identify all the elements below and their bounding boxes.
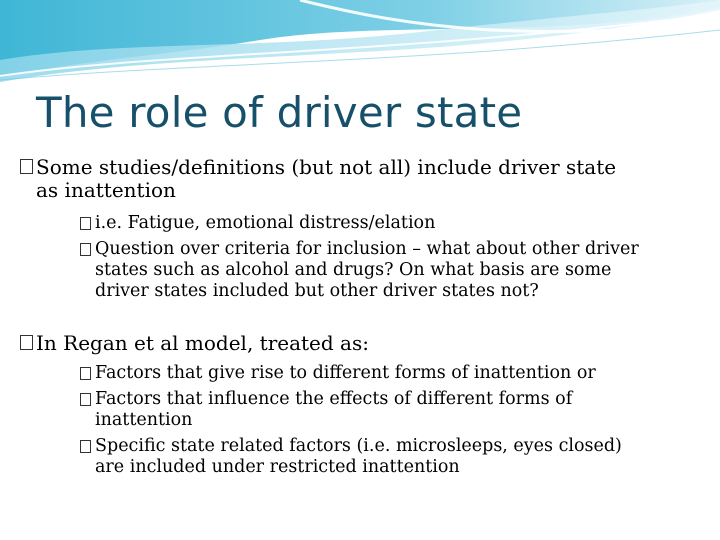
square-bullet-icon — [80, 243, 91, 256]
sub-bullet-item — [0, 389, 695, 431]
sub-bullet-text-line: Question over criteria for inclusion – what about other driver — [95, 239, 639, 259]
section-driver-state — [0, 156, 720, 302]
sub-bullet-text-line: Factors that influence the effects of different forms of — [95, 389, 573, 409]
sub-bullet-item — [0, 436, 695, 478]
bullet-text-line: In Regan et al model, treated as: — [36, 331, 369, 355]
sub-bullet-item — [0, 363, 695, 384]
square-bullet-icon — [20, 159, 33, 174]
sub-bullet-text-line: Factors that give rise to different forms of inattention or — [95, 363, 596, 383]
bullet-text-line: as inattention — [36, 178, 176, 202]
sub-bullet-text-line: Specific state related factors (i.e. microsleeps, eyes closed) — [95, 436, 622, 456]
sub-bullet-item — [0, 213, 695, 234]
square-bullet-icon — [80, 217, 91, 230]
square-bullet-icon — [80, 367, 91, 380]
sub-bullet-text-line: driver states included but other driver states not? — [95, 281, 539, 301]
sub-bullet-item — [0, 239, 695, 302]
slide-title: The role of driver state — [36, 88, 523, 137]
square-bullet-icon — [80, 440, 91, 453]
square-bullet-icon — [80, 393, 91, 406]
sub-bullet-text-line: states such as alcohol and drugs? On what basis are some — [95, 260, 612, 280]
sub-bullet-text-line: i.e. Fatigue, emotional distress/elation — [95, 213, 436, 233]
bullet-text-line: Some studies/definitions (but not all) include driver state — [36, 155, 617, 179]
bullet-item — [0, 332, 676, 355]
sub-bullet-text-line: inattention — [95, 410, 193, 430]
sub-bullet-text-line: are included under restricted inattention — [95, 457, 460, 477]
square-bullet-icon — [20, 335, 33, 350]
section-regan-model — [0, 332, 720, 478]
bullet-item — [0, 156, 676, 202]
header-swoosh-decoration — [0, 0, 720, 90]
